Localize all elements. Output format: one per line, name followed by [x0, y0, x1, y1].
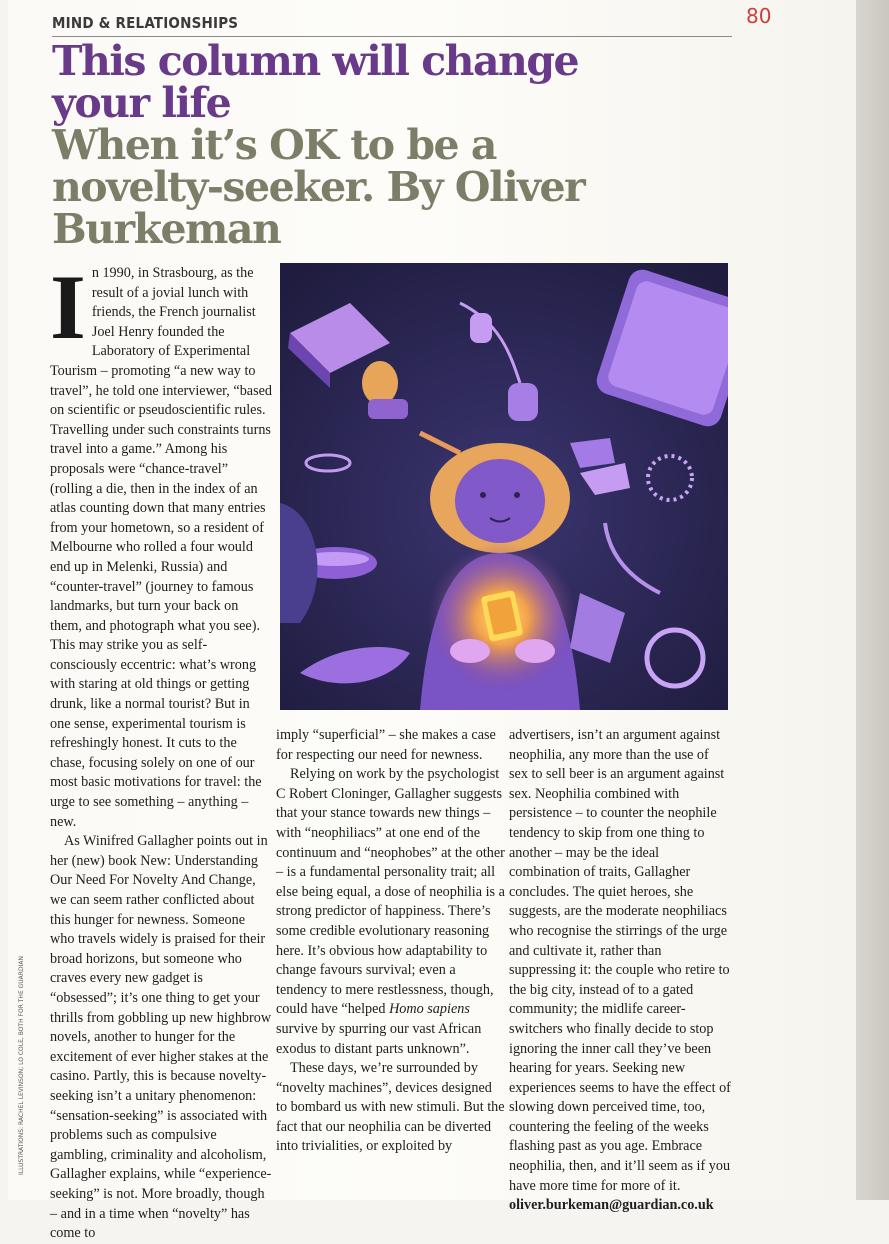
- illustration-credit: ILLUSTRATIONS: RACHEL LEVINSON; LO COLE, BOTH FOR THE GUARDIAN: [18, 956, 25, 1175]
- headline: This column will change your life: [52, 37, 579, 127]
- italic-text: Homo sapiens: [389, 1001, 470, 1018]
- girl-with-phone-illustration-icon: [280, 263, 728, 710]
- article-column-3: [509, 726, 731, 1216]
- article-column-2: [276, 726, 506, 1157]
- author-email[interactable]: oliver.burkeman@guardian.co.uk: [509, 1197, 714, 1214]
- section-label: MIND & RELATIONSHIPS: [52, 14, 239, 32]
- paragraph: These days, we’re surrounded by “novelty machines”, devices designed to bombard us with new stimuli. But the fact that our neophilia can be diverted into trivialities, or exploited by: [276, 1060, 505, 1155]
- paragraph: advertisers, isn’t an argument against neophilia, any more than the use of sex to sell beer is an argument against sex. Neophilia combined with persistence – to counter the neophile tendency to skip from one thing to another – may be the ideal combination of traits, Gallagher concludes. The quiet heroes, she suggests, are the moderate neophiliacs who recognise the stirrings of the urge and cultivate it, rather than suppressing it: the couple who retire to the big city, instead of to a gated community; the midlife career-switchers who finally decide to stop ignoring the inner call they’ve been hearing for years. Seeking new experiences seems to have the effect of slowing down perceived time, too, countering the feeling of the weeks flashing past as you age. Embrace neophilia, then, and it’ll seem as if you have more time for more of it.: [509, 727, 731, 1194]
- drop-cap: I: [50, 256, 86, 358]
- illustration: [280, 263, 728, 710]
- paragraph: As Winifred Gallagher points out in her (new) book New: Understanding Our Need For Novelty And Change, we can seem rather conflicted about this hunger for newness. Someone who travels widely is praised for their broad horizons, but someone who craves every new gadget is “obsessed”; it’s one thing to get your thrills from gobbling up new highbrow novels, another to hunger for the excitement of ever higher stakes at the casino. Partly, this is because novelty-seeking isn’t a unitary phenomenon: “sensation-seeking” is associated with problems such as compulsive gambling, criminality and alcoholism, Gallagher explains, while “experience-seeking” is not. More broadly, though – and in a time when “novelty” has come to: [50, 833, 272, 1242]
- standfirst-byline: When it’s OK to be a novelty-seeker. By Oliver Burkeman: [52, 121, 585, 253]
- page-edge: [856, 0, 889, 1200]
- paragraph: imply “superficial” – she makes a case for respecting our need for newness.: [276, 727, 496, 763]
- paragraph: n 1990, in Strasbourg, as the result of a jovial lunch with friends, the French journalist Joel Henry founded the Laboratory of Experimental Tourism – promoting “a new way to travel”, he told one interviewer, “based on scientific or pseudoscientific rules. Travelling under such constraints turns travel into a game.” Among his proposals were “chance-travel” (rolling a die, then in the index of an atlas counting down that many entries from your hometown, so a resident of Melbourne who rolled a four would end up in Melenki, Russia) and “counter-travel” (journey to famous landmarks, but turn your back on them, and photograph what you see). This may strike you as self-consciously eccentric: what’s wrong with staring at old things or getting drunk, like a normal tourist? But in one sense, experimental tourism is refreshingly honest. It cuts to the chase, focusing solely on one of our most basic motivations for travel: the urge to see something – anything – new.: [50, 265, 272, 830]
- page-number: 80: [746, 4, 772, 28]
- article-column-1: [50, 256, 272, 1244]
- paragraph: Relying on work by the psychologist C Robert Cloninger, Gallagher suggests that your stance towards new things – with “neophiliacs” at one end of the continuum and “neophobes” at the other – is a fundamental personality trait; all else being equal, a dose of neophilia is a strong predictor of happiness. There’s some credible evolutionary reasoning here. It’s obvious how adaptability to change favours survival; even a tendency to mere restlessness, though, could have “helped Homo sapiens survive by spurring our vast African exodus to distant parts unknown”.: [276, 766, 505, 1057]
